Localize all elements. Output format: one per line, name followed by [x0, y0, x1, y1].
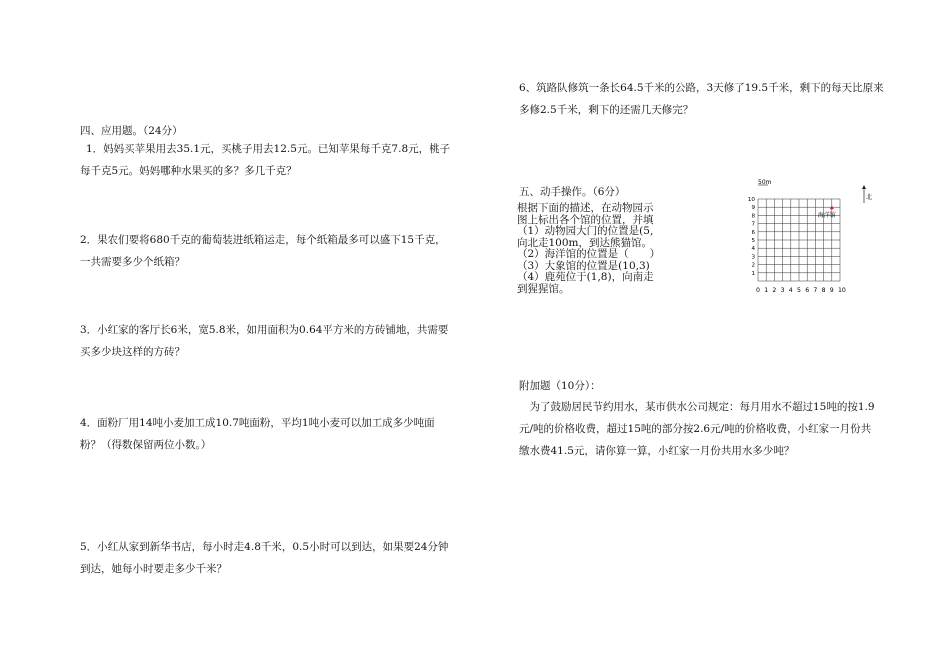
x-tick-label: 8 — [821, 287, 826, 294]
y-tick-label: 2 — [751, 262, 755, 269]
x-axis-ticks — [756, 287, 846, 294]
bonus-line-2: 元/吨的价格收费，超过15吨的部分按2.6元/吨的价格收费，小红家一月份共 — [519, 423, 872, 435]
section-5-line: （2）海洋馆的位置是（ ） — [517, 248, 661, 260]
x-tick-label: 6 — [805, 287, 810, 294]
question-4-line-2: 粉？（得数保留两位小数。） — [80, 439, 212, 451]
question-3-line-2: 买多少块这样的方砖？ — [80, 346, 185, 358]
section-5-title-text: 五、动手操作。（6分） — [519, 186, 626, 198]
x-tick-label: 3 — [780, 287, 785, 294]
y-axis-ticks — [748, 197, 756, 277]
section-5-description — [517, 203, 663, 297]
question-2 — [80, 229, 475, 273]
section-5-line: 图上标出各个馆的位置，并填 — [517, 213, 654, 226]
section-5-line: （1）动物园大门的位置是(5, — [517, 225, 654, 237]
question-2-line-2: 一共需要多少个纸箱？ — [80, 256, 185, 268]
question-1 — [80, 138, 475, 182]
bonus-title-text: 附加题（10分）： — [519, 380, 601, 392]
y-tick-label: 1 — [751, 270, 755, 277]
x-tick-label: 10 — [838, 287, 846, 294]
x-tick-label: 0 — [756, 287, 760, 294]
bonus-question — [519, 396, 914, 462]
y-tick-label: 8 — [751, 213, 755, 220]
x-tick-label: 4 — [788, 287, 793, 294]
section-5-line: 向北走100m，到达熊猫馆。 — [517, 236, 652, 249]
section-5-line: （3）大象馆的位置是(10,3) — [517, 259, 650, 272]
y-tick-label: 4 — [751, 246, 755, 253]
section-5-line: （4）鹿苑位于(1,8)，向南走 — [517, 271, 654, 283]
question-5-line-2: 到达，她每小时要走多少千米？ — [80, 563, 227, 575]
y-tick-label: 9 — [751, 205, 755, 212]
bonus-title — [519, 375, 914, 397]
question-5-line-1: 5．小红从家到新华书店，每小时走4.8千米，0.5小时可以到达，如果要24分钟 — [80, 541, 449, 553]
question-3 — [80, 319, 475, 363]
question-1-line-2: 每千克5元。妈妈哪种水果买的多？多几千克？ — [80, 165, 297, 177]
section-5-line: 到猩猩馆。 — [517, 282, 570, 295]
x-tick-label: 7 — [813, 287, 818, 294]
bonus-line-3: 缴水费41.5元，请你算一算，小红家一月份共用水多少吨？ — [519, 445, 795, 457]
question-6-line-2: 多修2.5千米，剩下的还需几天修完？ — [519, 104, 694, 116]
y-tick-label: 6 — [751, 229, 755, 236]
section-5-line: 根据下面的描述，在动物园示 — [517, 202, 654, 214]
north-arrow-head-icon — [862, 185, 866, 189]
y-tick-label: 7 — [751, 221, 755, 228]
ocean-hall-label: 海洋馆 — [817, 212, 836, 220]
zoo-coordinate-grid — [738, 178, 873, 300]
scale-label: 50m — [758, 179, 772, 186]
question-4 — [80, 412, 475, 456]
y-tick-label: 10 — [747, 197, 755, 203]
bonus-line-1: 为了鼓励居民节约用水，某市供水公司规定：每月用水不超过15吨的按1.9 — [519, 401, 875, 413]
y-tick-label: 5 — [751, 238, 755, 244]
y-tick-label: 3 — [751, 254, 755, 261]
x-tick-label: 9 — [829, 287, 834, 294]
x-tick-label: 1 — [764, 287, 769, 294]
question-4-line-1: 4．面粉厂用14吨小麦加工成10.7吨面粉，平均1吨小麦可以加工成多少吨面 — [80, 417, 435, 429]
section-title-text: 四、应用题。（24分） — [80, 125, 183, 137]
question-3-line-1: 3．小红家的客厅长6米，宽5.8米，如用面积为0.64平方米的方砖铺地，共需要 — [80, 324, 449, 336]
question-5 — [80, 536, 475, 580]
question-6-line-1: 6、筑路队修筑一条长64.5千米的公路，3天修了19.5千米，剩下的每天比原来 — [519, 82, 884, 94]
x-tick-label: 2 — [772, 287, 777, 294]
north-label: 北 — [866, 194, 873, 201]
x-tick-label: 5 — [797, 287, 801, 294]
question-1-line-1: 1．妈妈买苹果用去35.1元，买桃子用去12.5元。已知苹果每千克7.8元，桃子 — [86, 143, 451, 155]
question-6 — [519, 77, 914, 121]
question-2-line-1: 2．果农们要将680千克的葡萄装进纸箱运走，每个纸箱最多可以盛下15千克， — [80, 234, 446, 246]
